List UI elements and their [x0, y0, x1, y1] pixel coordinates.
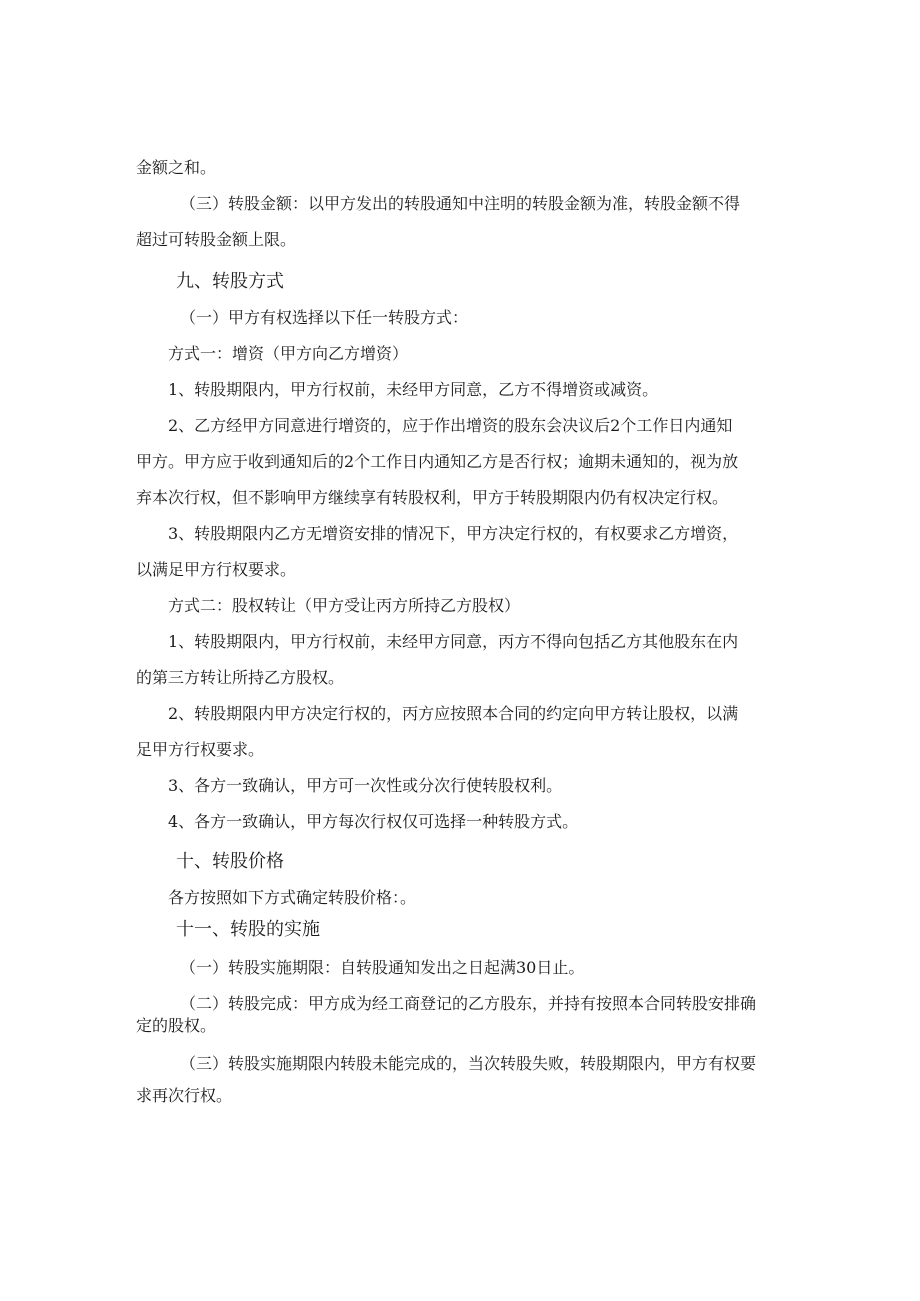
text-line: 足甲方行权要求。 — [136, 740, 265, 759]
text-line: 1、转股期限内，甲方行权前，未经甲方同意，乙方不得增资或减资。 — [168, 380, 659, 399]
text-line: （三）转股金额：以甲方发出的转股通知中注明的转股金额为准，转股金额不得 — [180, 194, 741, 213]
text-line: 的第三方转让所持乙方股权。 — [136, 668, 345, 687]
text-line: 方式一：增资（甲方向乙方增资） — [168, 344, 409, 363]
text-line: 各方按照如下方式确定转股价格：。 — [168, 888, 417, 907]
text-line: （三）转股实施期限内转股未能完成的，当次转股失败，转股期限内，甲方有权要 — [180, 1054, 757, 1073]
text-line: 1、转股期限内，甲方行权前，未经甲方同意，丙方不得向包括乙方其他股东在内 — [168, 632, 739, 651]
text-line: 2、乙方经甲方同意进行增资的，应于作出增资的股东会决议后2个工作日内通知 — [168, 416, 733, 435]
text-line: 以满足甲方行权要求。 — [136, 560, 297, 579]
text-line: （一）甲方有权选择以下任一转股方式： — [180, 308, 469, 327]
section-heading-10: 十、转股价格 — [176, 851, 284, 872]
text-line: 超过可转股金额上限。 — [136, 230, 297, 249]
text-line: （一）转股实施期限：自转股通知发出之日起满30日止。 — [180, 958, 585, 977]
text-line: 求再次行权。 — [136, 1086, 233, 1105]
text-line: 甲方。甲方应于收到通知后的2个工作日内通知乙方是否行权；逾期未通知的，视为放 — [136, 452, 739, 471]
text-line: （二）转股完成：甲方成为经工商登记的乙方股东，并持有按照本合同转股安排确 — [180, 994, 757, 1013]
text-line: 定的股权。 — [136, 1016, 217, 1035]
text-line: 2、转股期限内甲方决定行权的，丙方应按照本合同的约定向甲方转让股权，以满 — [168, 704, 739, 723]
text-line: 4、各方一致确认，甲方每次行权仅可选择一种转股方式。 — [168, 812, 579, 831]
section-heading-11: 十一、转股的实施 — [176, 919, 320, 940]
section-heading-9: 九、转股方式 — [176, 271, 284, 292]
text-line: 3、各方一致确认，甲方可一次性或分次行使转股权利。 — [168, 776, 563, 795]
text-line: 弃本次行权，但不影响甲方继续享有转股权利，甲方于转股期限内仍有权决定行权。 — [136, 488, 729, 507]
text-line: 3、转股期限内乙方无增资安排的情况下，甲方决定行权的，有权要求乙方增资， — [168, 524, 739, 543]
text-line: 方式二：股权转让（甲方受让丙方所持乙方股权） — [168, 596, 521, 615]
text-line: 金额之和。 — [136, 158, 217, 177]
